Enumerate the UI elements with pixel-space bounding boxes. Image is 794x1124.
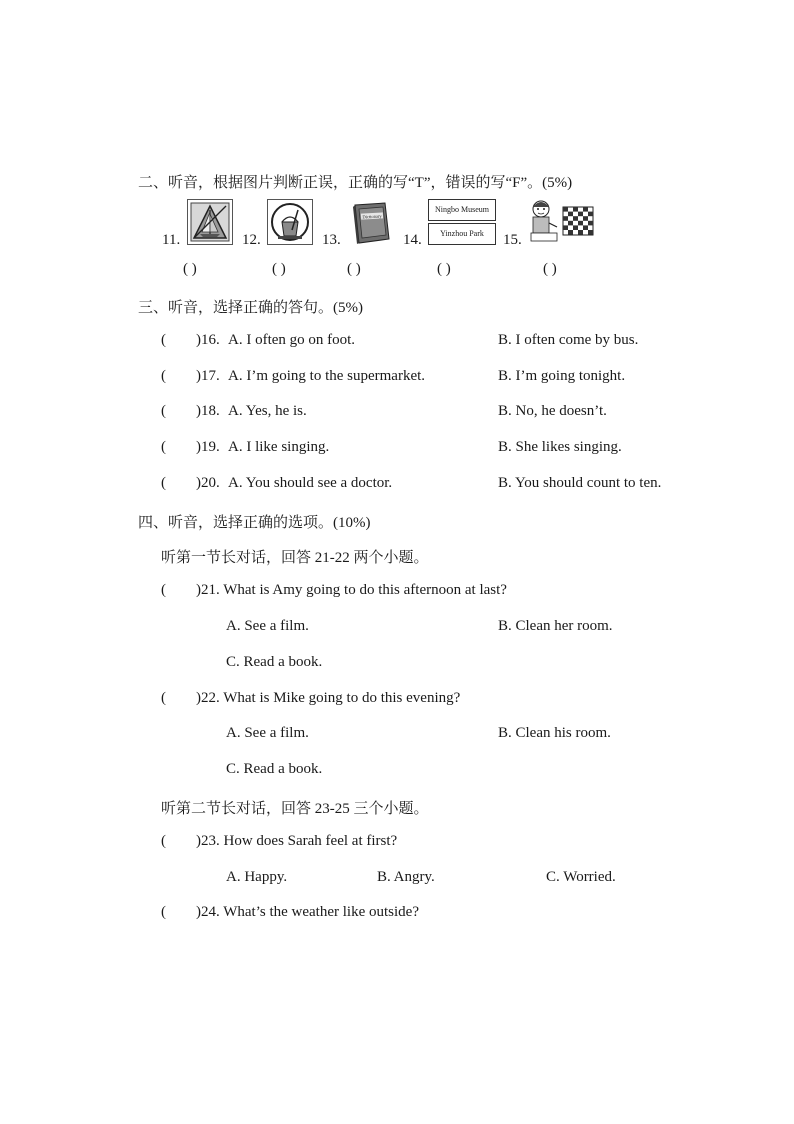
q17-paren[interactable]: ( — [161, 368, 166, 384]
q20-option-b: B. You should count to ten. — [498, 475, 662, 491]
dialog1-intro: 听第一节长对话，回答 21-22 两个小题。 — [161, 550, 429, 566]
q23-option-a: A. Happy. — [226, 869, 288, 885]
q21-paren[interactable]: ( — [161, 582, 166, 598]
q16-option-a: A. I often go on foot. — [228, 332, 356, 348]
dictionary-label: Dictionary — [362, 213, 382, 220]
q22-paren[interactable]: ( — [161, 690, 166, 706]
q16-option-b: B. I often come by bus. — [498, 332, 639, 348]
q19-paren[interactable]: ( — [161, 439, 166, 455]
q21-option-c: C. Read a book. — [226, 654, 323, 670]
item-13-number: 13. — [322, 232, 341, 248]
q22-option-a: A. See a film. — [226, 725, 309, 741]
q23-paren[interactable]: ( — [161, 833, 166, 849]
cleaning-bucket-sign-icon — [267, 199, 313, 245]
sign-bottom: Yinzhou Park — [428, 223, 496, 245]
dialog2-intro: 听第二节长对话，回答 23-25 三个小题。 — [161, 801, 429, 817]
q22-option-c: C. Read a book. — [226, 761, 323, 777]
q22-option-b: B. Clean his room. — [498, 725, 611, 741]
item-11-answer[interactable]: ( ) — [183, 261, 197, 277]
q16-paren[interactable]: ( — [161, 332, 166, 348]
q21-text: )21. What is Amy going to do this afternoon at last? — [196, 582, 507, 598]
q19-number: )19. — [196, 439, 220, 455]
q17-option-b: B. I’m going tonight. — [498, 368, 626, 384]
signpost-icon — [428, 199, 496, 245]
item-12-answer[interactable]: ( ) — [272, 261, 286, 277]
q24-text: )24. What’s the weather like outside? — [196, 904, 419, 920]
sign-top: Ningbo Museum — [428, 199, 496, 221]
q23-option-b: B. Angry. — [377, 869, 435, 885]
dictionary-book-icon — [347, 199, 395, 247]
q16-number: )16. — [196, 332, 220, 348]
q19-option-a: A. I like singing. — [228, 439, 330, 455]
item-12-number: 12. — [242, 232, 261, 248]
q20-option-a: A. You should see a doctor. — [228, 475, 393, 491]
q24-paren[interactable]: ( — [161, 904, 166, 920]
section4-heading: 四、听音，选择正确的选项。(10%) — [138, 515, 371, 531]
q18-option-b: B. No, he doesn’t. — [498, 403, 607, 419]
q20-number: )20. — [196, 475, 220, 491]
section3-heading: 三、听音，选择正确的答句。(5%) — [138, 300, 363, 316]
q18-option-a: A. Yes, he is. — [228, 403, 307, 419]
item-15-number: 15. — [503, 232, 522, 248]
item-11-number: 11. — [162, 232, 181, 248]
q22-text: )22. What is Mike going to do this evening? — [196, 690, 461, 706]
q23-option-c: C. Worried. — [546, 869, 616, 885]
item-14-answer[interactable]: ( ) — [437, 261, 451, 277]
q21-option-a: A. See a film. — [226, 618, 309, 634]
q19-option-b: B. She likes singing. — [498, 439, 622, 455]
q17-option-a: A. I’m going to the supermarket. — [228, 368, 426, 384]
q23-text: )23. How does Sarah feel at first? — [196, 833, 398, 849]
q18-number: )18. — [196, 403, 220, 419]
item-13-answer[interactable]: ( ) — [347, 261, 361, 277]
q18-paren[interactable]: ( — [161, 403, 166, 419]
q17-number: )17. — [196, 368, 220, 384]
sailboat-sign-icon — [187, 199, 233, 245]
item-15-answer[interactable]: ( ) — [543, 261, 557, 277]
section2-heading: 二、听音，根据图片判断正误，正确的写“T”，错误的写“F”。(5%) — [138, 175, 573, 191]
boy-playing-chess-icon — [527, 197, 597, 245]
item-14-number: 14. — [403, 232, 422, 248]
q21-option-b: B. Clean her room. — [498, 618, 613, 634]
q20-paren[interactable]: ( — [161, 475, 166, 491]
